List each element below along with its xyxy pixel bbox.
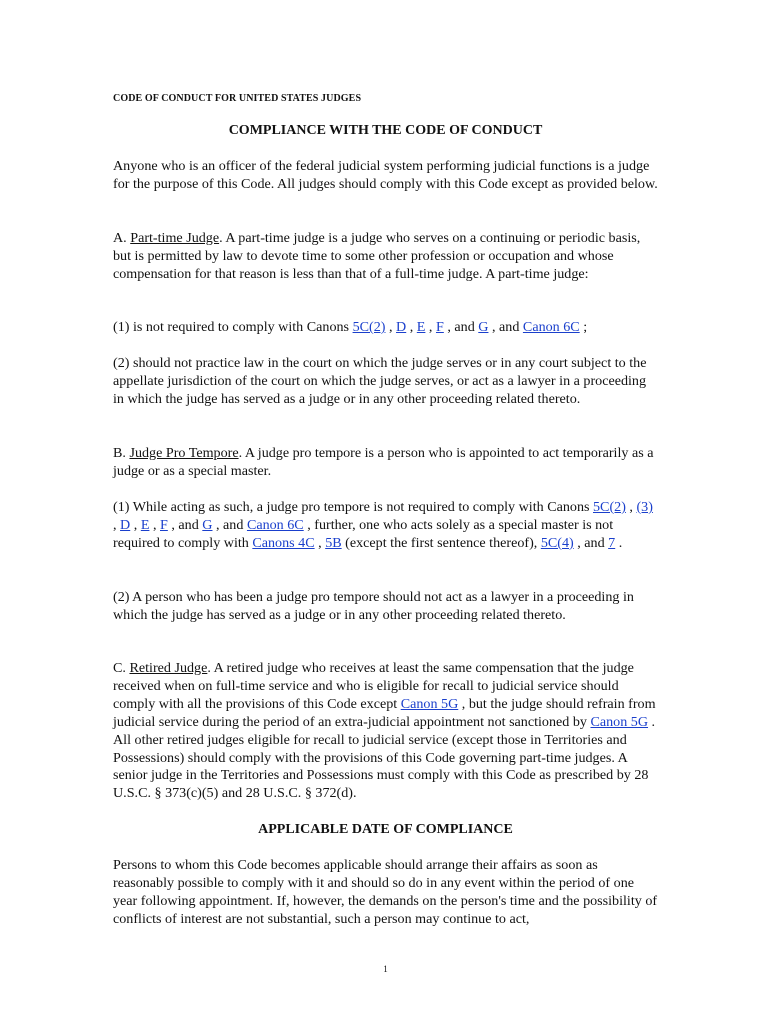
- section-c-heading: Retired Judge: [129, 660, 208, 676]
- b1-text: , and: [212, 516, 247, 533]
- b1-text: ,: [314, 534, 326, 551]
- page-title: COMPLIANCE WITH THE CODE OF CONDUCT: [228, 123, 543, 138]
- section-a-prefix: A.: [113, 230, 131, 246]
- section-c-text: , but the judge should refrain from judicial service during the period of an extra-judicial appointment not sanctioned by: [113, 695, 656, 730]
- section-b-text: . A judge pro tempore is a person who is appointed to act temporarily as a judge or as a special master.: [113, 445, 654, 479]
- page-number: 1: [383, 964, 388, 974]
- a1-text: ,: [425, 319, 436, 335]
- b1-text: ,: [113, 516, 121, 533]
- b1-text: ,: [149, 516, 160, 533]
- b1-text: , and: [573, 534, 609, 551]
- link-canon-5c2[interactable]: 5C(2): [593, 499, 626, 515]
- b1-text: , further, one who acts solely as a special master is not required to comply with: [113, 516, 614, 551]
- a1-text: ;: [579, 319, 588, 335]
- section-c-paragraph: [113, 660, 658, 803]
- link-canon-6c[interactable]: Canon 6C: [246, 516, 304, 533]
- closing-paragraph: Persons to whom this Code becomes applicable should arrange their affairs as soon as reasonably possible to comply with it and should so do in any event within the period of one year following appointment. If, however, the demands on the person's time and the possibility of conflicts of interest are not substantial, such a person may continue to act,: [113, 857, 658, 927]
- item-a2-paragraph: (2) should not practice law in the court on which the judge serves or in any court subject to the appellate jurisdiction of the court on which the judge serves, or act as a lawyer in a proceeding in which the judge has served as a judge or in any other proceeding related thereto.: [113, 355, 647, 407]
- link-canons-4c[interactable]: Canons 4C: [252, 534, 315, 551]
- section-c-text: . All other retired judges eligible for recall to judicial service (except those in Territories and Possessions) should comply with the provisions of this Code governing part-time judges. A senior judge in the Territories and Possessions must comply with this Code as prescribed by 28 U.S.C. § 373(c)(5) and 28 U.S.C. § 372(d).: [113, 713, 656, 802]
- link-canon-f[interactable]: F: [160, 516, 168, 533]
- a1-text: ,: [385, 319, 397, 335]
- link-canon-5c4[interactable]: 5C(4): [540, 534, 574, 551]
- link-canon-5c2[interactable]: 5C(2): [352, 319, 386, 335]
- link-canon-7[interactable]: 7: [608, 534, 616, 551]
- a1-text: (1) is not required to comply with Canons: [113, 319, 353, 335]
- link-canon-5b[interactable]: 5B: [325, 534, 342, 551]
- link-canon-f[interactable]: F: [435, 319, 444, 335]
- b1-text: ,: [130, 516, 141, 533]
- section-subtitle: APPLICABLE DATE OF COMPLIANCE: [258, 822, 513, 837]
- item-b2-paragraph: (2) A person who has been a judge pro tempore should not act as a lawyer in a proceeding in which the judge has served as a judge or in any other proceeding related thereto.: [113, 589, 634, 623]
- item-b1-paragraph: [113, 499, 658, 553]
- item-a1-paragraph: [113, 319, 658, 337]
- link-canon-d[interactable]: D: [396, 319, 407, 335]
- section-a-paragraph: [113, 230, 658, 284]
- link-canon-5g[interactable]: Canon 5G: [400, 695, 459, 712]
- a1-text: ,: [406, 319, 417, 335]
- section-c-text: . A retired judge who receives at least the same compensation that the judge received when on full-time service and who is eligible for recall to judicial service should comply with all the provisions of this Code except: [113, 660, 634, 712]
- a1-text: , and: [443, 319, 479, 335]
- link-canon-g[interactable]: G: [478, 319, 489, 335]
- link-canon-5g[interactable]: Canon 5G: [590, 713, 649, 730]
- link-canon-3[interactable]: (3): [636, 499, 653, 515]
- b1-text: .: [615, 534, 623, 551]
- running-header: CODE OF CONDUCT FOR UNITED STATES JUDGES: [113, 93, 362, 104]
- link-canon-6c[interactable]: Canon 6C: [522, 319, 580, 335]
- link-canon-e[interactable]: E: [140, 516, 150, 533]
- link-canon-e[interactable]: E: [416, 319, 426, 335]
- b1-text: ,: [625, 499, 637, 515]
- section-c-prefix: C.: [113, 660, 130, 676]
- b1-text: (1) While acting as such, a judge pro tempore is not required to comply with Canons: [113, 499, 593, 515]
- section-b-paragraph: [113, 445, 658, 481]
- b1-text: (except the first sentence thereof),: [341, 534, 541, 551]
- intro-paragraph: Anyone who is an officer of the federal judicial system performing judicial functions is a judge for the purpose of this Code. All judges should comply with this Code except as provided below.: [113, 158, 658, 192]
- section-a-heading: Part-time Judge: [130, 230, 220, 246]
- section-b-prefix: B.: [113, 445, 130, 461]
- a1-text: , and: [488, 319, 523, 335]
- section-a-text: . A part-time judge is a judge who serves on a continuing or periodic basis, but is permitted by law to devote time to some other profession or occupation and whose compensation for that reason is less than that of a full-time judge. A part-time judge:: [113, 230, 641, 282]
- b1-text: , and: [167, 516, 203, 533]
- section-b-heading: Judge Pro Tempore: [129, 445, 239, 461]
- link-canon-g[interactable]: G: [202, 516, 213, 533]
- link-canon-d[interactable]: D: [120, 516, 131, 533]
